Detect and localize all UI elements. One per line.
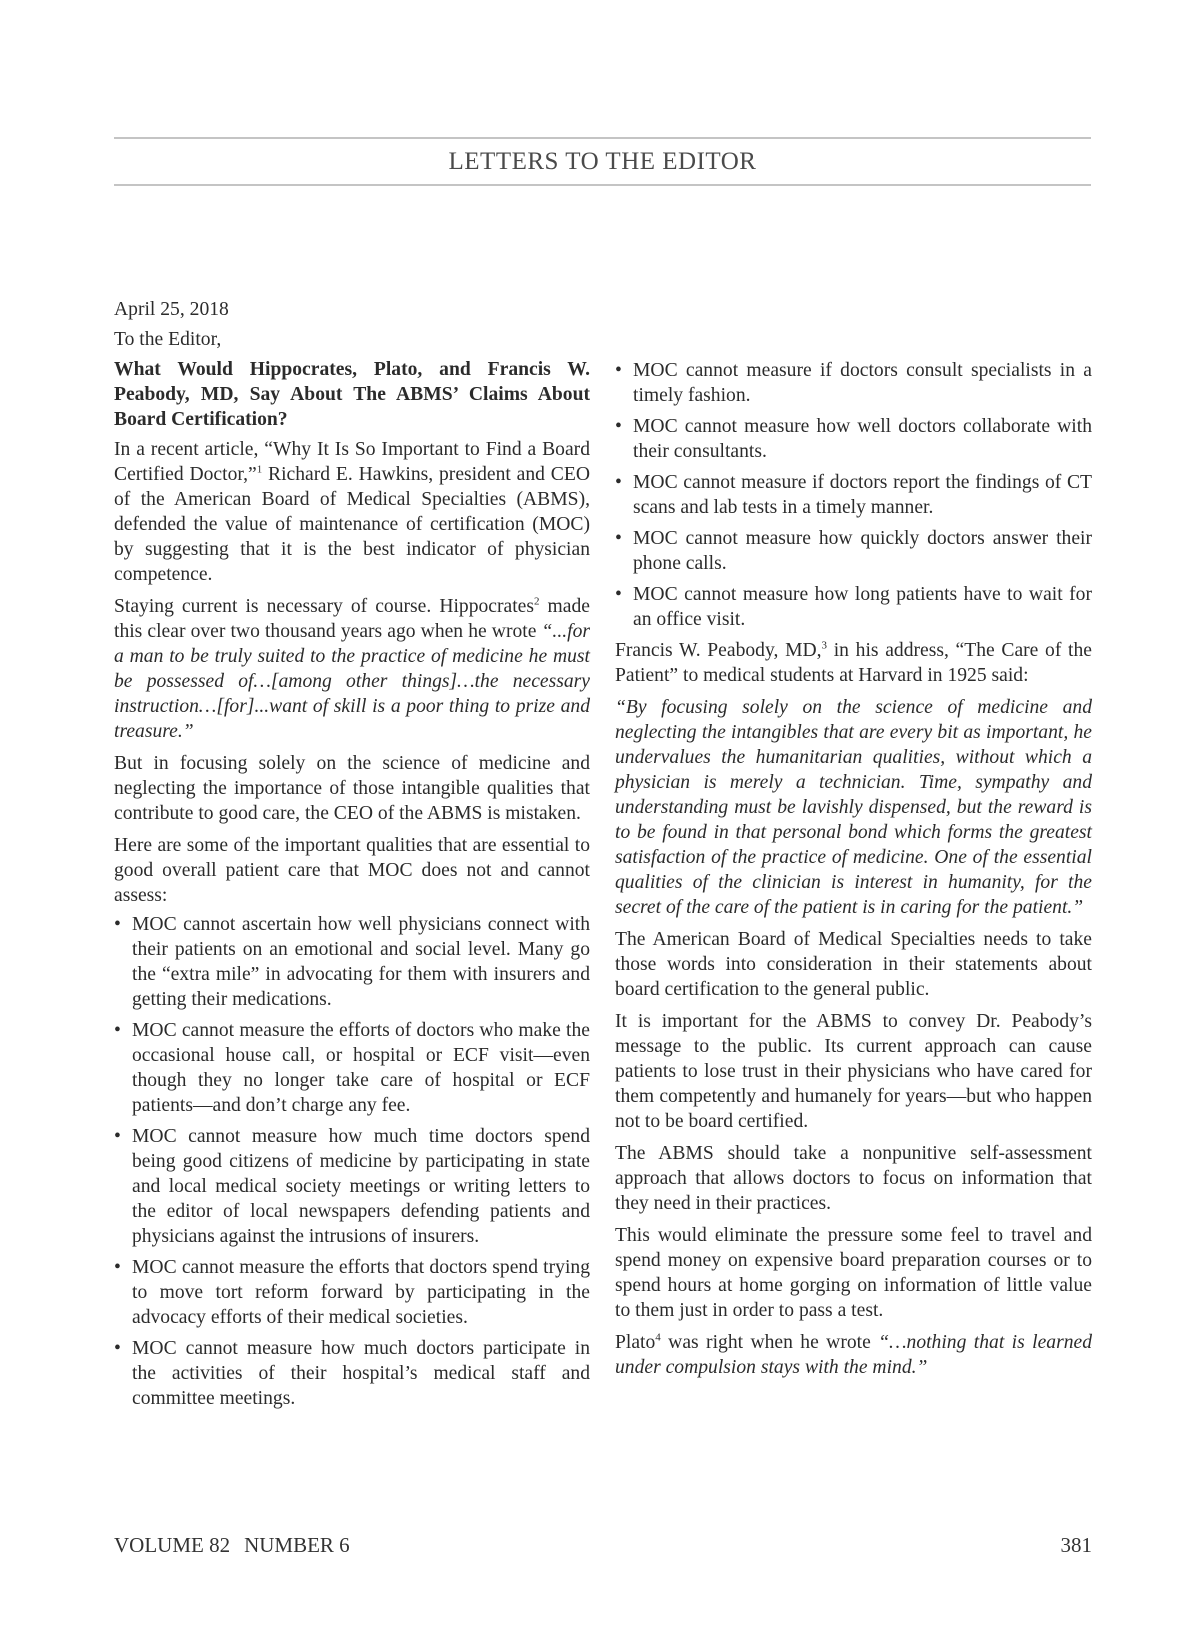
footer-number: NUMBER 6 — [244, 1533, 350, 1557]
section-header: LETTERS TO THE EDITOR — [448, 148, 757, 175]
list-item-text: MOC cannot measure how quickly doctors answer their phone calls. — [633, 528, 1092, 574]
header-rule-top — [114, 137, 1091, 139]
paragraph-intro-text-b: Richard E. Hawkins, president and CEO of the American Board of Medical Specialties (ABMS), defended the value of maintenance of certification (MOC) by suggesting that it is the best indicator of physician competence. — [114, 464, 590, 585]
reference-3: 3 — [821, 639, 828, 652]
paragraph-hippocrates-text-b: made this clear over two thousand years ago when he wrote — [114, 596, 590, 642]
paragraph-eliminate-pressure: This would eliminate the pressure some feel to travel and spend money on expensive board preparation courses or to spend hours at home gorging on information of little value to them just in order to pass a test. — [615, 1225, 1092, 1321]
paragraph-abms-words: The American Board of Medical Specialties needs to take those words into consideration in their statements about board certification to the general public. — [615, 929, 1092, 1000]
paragraph-peabody-text-b: in his address, “The Care of the Patient” to medical students at Harvard in 1925 said: — [615, 640, 1092, 686]
letter-title: What Would Hippocrates, Plato, and Francis W. Peabody, MD, Say About The ABMS’ Claims About Board Certification? — [114, 359, 590, 430]
bullet-list-right — [615, 358, 1092, 632]
paragraph-plato-text-b: was right when he wrote — [660, 1332, 879, 1353]
peabody-quote-text: “By focusing solely on the science of medicine and neglecting the intangibles that are every bit as important, he undervalues the humanitarian qualities, without which a physician is merely a technician. Time, sympathy and understanding must be lavishly dispensed, but the reward is to be found in that personal bond which forms the greatest satisfaction of the practice of medicine. One of the essential qualities of the clinician is interest in humanity, for the secret of the care of the patient is in caring for the patient.” — [615, 697, 1092, 918]
footer-issue — [114, 1532, 350, 1558]
paragraph-self-assessment: The ABMS should take a nonpunitive self-assessment approach that allows doctors to focus on information that they need in their practices. — [615, 1143, 1092, 1214]
bullet-list-left — [114, 912, 590, 1411]
footer-volume: VOLUME 82 — [114, 1533, 231, 1557]
list-item-text: MOC cannot measure the efforts that doctors spend trying to move tort reform forward by participating in the advocacy efforts of their medical societies. — [132, 1257, 590, 1328]
bullet-glyph: • — [114, 1257, 121, 1278]
paragraph-intro — [114, 437, 590, 587]
page-number: 381 — [1060, 1533, 1092, 1557]
plato-quote: “…nothing that is learned under compulsion stays with the mind.” — [615, 1332, 1092, 1378]
paragraph-hippocrates — [114, 594, 590, 744]
bullet-glyph: • — [114, 914, 121, 935]
paragraph-qualities: Here are some of the important qualities that are essential to good overall patient care that MOC does not and cannot assess: — [114, 835, 590, 906]
hippocrates-quote: “...for a man to be truly suited to the practice of medicine he must be possessed of…[among other things]…the necessary instruction…[for]...want of skill is a poor thing to prize and treasure.” — [114, 621, 590, 742]
reference-2: 2 — [533, 595, 540, 608]
list-item-text: MOC cannot measure how much doctors participate in the activities of their hospital’s medical staff and committee meetings. — [132, 1338, 590, 1409]
list-item-text: MOC cannot measure the efforts of doctors who make the occasional house call, or hospital or ECF visit—even though they no longer take care of hospital or ECF patients—and don’t charge any fee. — [132, 1020, 590, 1116]
list-item — [114, 1018, 590, 1118]
bullet-glyph: • — [114, 1020, 121, 1041]
paragraph-peabody-text-a: Francis W. Peabody, MD, — [615, 640, 822, 661]
list-item-text: MOC cannot measure how well doctors collaborate with their consultants. — [633, 416, 1092, 462]
list-item — [615, 470, 1092, 520]
letter-salutation: To the Editor, — [114, 329, 222, 350]
reference-1: 1 — [256, 463, 263, 476]
paragraph-peabody — [615, 638, 1092, 688]
right-column — [615, 358, 1092, 1387]
bullet-glyph: • — [615, 584, 622, 605]
list-item — [615, 582, 1092, 632]
list-item-text: MOC cannot measure if doctors consult specialists in a timely fashion. — [633, 360, 1092, 406]
paragraph-convey-message: It is important for the ABMS to convey Dr. Peabody’s message to the public. Its current approach can cause patients to lose trust in their physicians who have cared for them competently and humanely for years—but who happen not to be board certified. — [615, 1011, 1092, 1132]
letter-date: April 25, 2018 — [114, 299, 229, 320]
paragraph-plato-text-a: Plato — [615, 1332, 656, 1353]
list-item — [114, 1124, 590, 1249]
bullet-glyph: • — [114, 1126, 121, 1147]
list-item-text: MOC cannot measure how much time doctors spend being good citizens of medicine by participating in state and local medical society meetings or writing letters to the editor of local newspapers defending patients and physicians against the intrusions of insurers. — [132, 1126, 590, 1247]
reference-4: 4 — [655, 1331, 661, 1344]
bullet-glyph: • — [615, 472, 622, 493]
bullet-glyph: • — [615, 360, 622, 381]
list-item — [615, 526, 1092, 576]
list-item — [615, 414, 1092, 464]
list-item-text: MOC cannot measure how long patients have to wait for an office visit. — [633, 584, 1092, 630]
list-item — [615, 358, 1092, 408]
paragraph-intro-text-a: In a recent article, “Why It Is So Important to Find a Board Certified Doctor,” — [114, 439, 590, 485]
header-rule-bottom — [114, 184, 1091, 186]
bullet-glyph: • — [615, 416, 622, 437]
list-item — [114, 912, 590, 1012]
bullet-glyph: • — [615, 528, 622, 549]
paragraph-science: But in focusing solely on the science of medicine and neglecting the importance of those intangible qualities that contribute to good care, the CEO of the ABMS is mistaken. — [114, 753, 590, 824]
list-item-text: MOC cannot measure if doctors report the findings of CT scans and lab tests in a timely manner. — [633, 472, 1092, 518]
bullet-glyph: • — [114, 1338, 121, 1359]
peabody-quote — [615, 695, 1092, 920]
paragraph-plato — [615, 1330, 1092, 1380]
list-item — [114, 1255, 590, 1330]
list-item-text: MOC cannot ascertain how well physicians connect with their patients on an emotional and social level. Many go the “extra mile” in advocating for them with insurers and getting their medications. — [132, 914, 590, 1010]
list-item — [114, 1336, 590, 1411]
left-column — [114, 297, 590, 1417]
paragraph-hippocrates-text-a: Staying current is necessary of course. Hippocrates — [114, 596, 534, 617]
